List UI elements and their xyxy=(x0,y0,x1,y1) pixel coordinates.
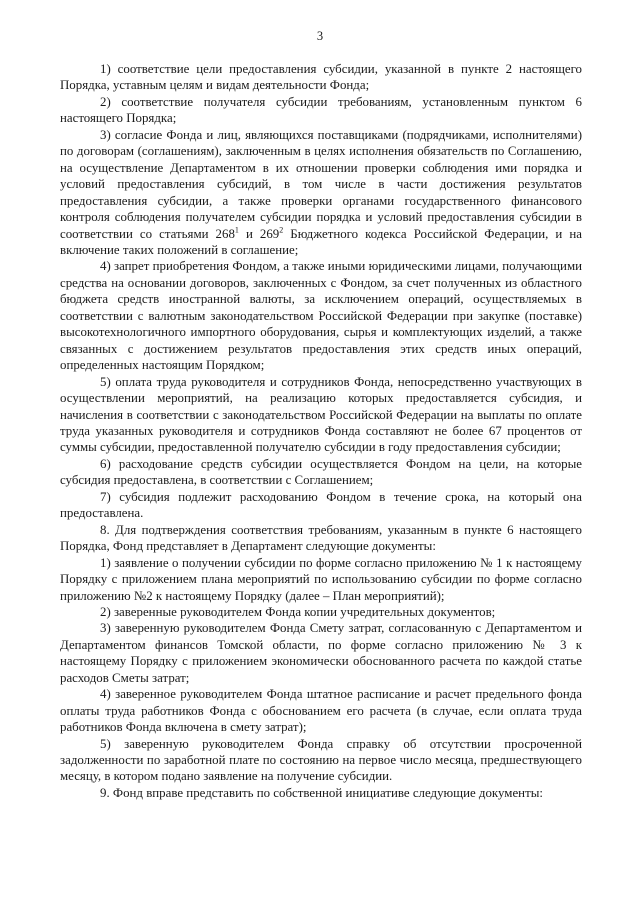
paragraph-6: 6) расходование средств субсидии осуществляется Фондом на цели, на которые субсидия предоставлена, в соответствии с Соглашением; xyxy=(60,456,582,488)
paragraph-8: 8. Для подтверждения соответствия требованиям, указанным в пункте 6 настоящего Порядка, Фонд представляет в Департамент следующие документы: xyxy=(60,522,582,554)
document-body xyxy=(60,61,582,801)
paragraph-3-mid: и 269 xyxy=(238,226,280,241)
paragraph-12: 4) заверенное руководителем Фонда штатное расписание и расчет предельного фонда оплаты труда работников Фонда с обоснованием его расчета (в случае, если оплата труда работников Фонда включена в смету затрат); xyxy=(60,687,582,735)
page-number: 3 xyxy=(316,29,324,43)
paragraph-3-text: 3) согласие Фонда и лиц, являющихся поставщиками (подрядчиками, исполнителями) по договорам (соглашениям), заключенным в целях исполнения обязательств по Соглашению, на осуществление Департаментом в их отношении проверки соблюдения ими порядка и условий предоставления субсидий, в том числе в части достижения результатов предоставления субсидии, а также проверки органами государственного финансового контроля соблюдения получателем субсидии порядка и условий предоставления субсидии в соответствии со статьями 268 xyxy=(60,127,582,241)
paragraph-2: 2) соответствие получателя субсидии требованиям, установленным пунктом 6 настоящего Порядка; xyxy=(60,94,582,126)
paragraph-9: 1) заявление о получении субсидии по форме согласно приложению № 1 к настоящему Порядку с приложением плана мероприятий по использованию субсидии по форме согласно приложению №2 к настоящему Порядку (далее – План мероприятий); xyxy=(60,555,582,603)
footnote-marker-1: 1 xyxy=(234,225,239,235)
paragraph-13: 5) заверенную руководителем Фонда справку об отсутствии просроченной задолженности по заработной плате по состоянию на первое число месяца, предшествующего месяцу, в котором подано заявление на получение субсидии. xyxy=(60,736,582,784)
paragraph-3-tail: Бюджетного кодекса Российской Федерации, и на включение таких положений в соглашение; xyxy=(60,226,582,257)
paragraph-4: 4) запрет приобретения Фондом, а также иными юридическими лицами, получающими средства на основании договоров, заключенных с Фондом, за счет полученных из областного бюджета средств иностранной валюты, за исключением операций, осуществляемых в соответствии с валютным законодательством Российской Федерации при закупке (поставке) высокотехнологичного импортного оборудования, сырья и комплектующих изделий, а также связанных с достижением результатов предоставления этих средств иных операций, определенных настоящим Порядком; xyxy=(60,259,582,373)
paragraph-11: 3) заверенную руководителем Фонда Смету затрат, согласованную с Департаментом и Департаментом финансов Томской области, по форме согласно приложению № 3 к настоящему Порядку с приложением экономически обоснованного расчета по каждой статье расходов Сметы затрат; xyxy=(60,621,582,685)
footnote-marker-2: 2 xyxy=(279,225,284,235)
paragraph-3 xyxy=(60,127,582,259)
paragraph-14: 9. Фонд вправе представить по собственной инициативе следующие документы: xyxy=(100,785,543,800)
paragraph-10: 2) заверенные руководителем Фонда копии учредительных документов; xyxy=(100,604,496,619)
paragraph-5: 5) оплата труда руководителя и сотрудников Фонда, непосредственно участвующих в осуществлении мероприятий, на реализацию которых предоставляется субсидия, и начисления в соответствии с законодательством Российской Федерации на выплаты по оплате труда указанных руководителя и сотрудников Фонда составляют не более 67 процентов от суммы субсидии, предоставленной получателю субсидии в году предоставления субсидии; xyxy=(60,374,582,455)
paragraph-1: 1) соответствие цели предоставления субсидии, указанной в пункте 2 настоящего Порядка, уставным целям и видам деятельности Фонда; xyxy=(60,62,582,93)
paragraph-7: 7) субсидия подлежит расходованию Фондом в течение срока, на который она предоставлена. xyxy=(60,489,582,521)
